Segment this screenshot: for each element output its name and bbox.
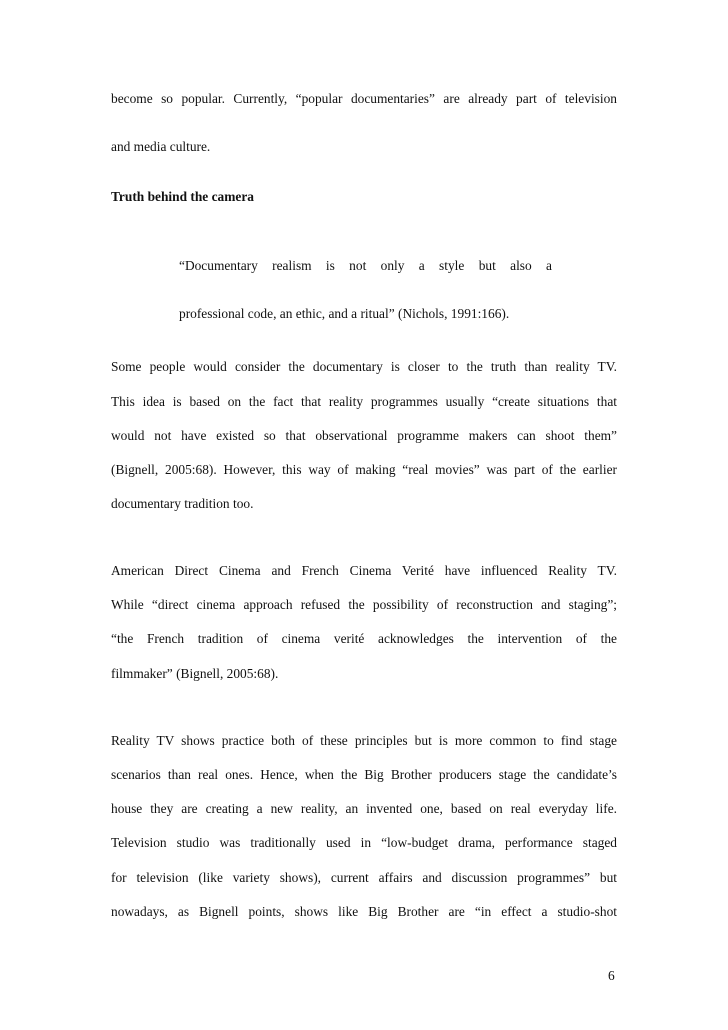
paragraph3-line-4: Television studio was traditionally used in “low-budget drama, performance staged [111, 835, 617, 850]
paragraph2-line-1: American Direct Cinema and French Cinema Verité have influenced Reality TV. [111, 563, 617, 578]
paragraph1-line-2: This idea is based on the fact that reality programmes usually “create situations that [111, 394, 617, 409]
paragraph2-line-3: “the French tradition of cinema verité acknowledges the intervention of the [111, 631, 617, 646]
paragraph1-line-5: documentary tradition too. [111, 496, 254, 511]
paragraph1-line-1: Some people would consider the documentary is closer to the truth than reality TV. [111, 359, 617, 374]
section-heading: Truth behind the camera [111, 189, 254, 204]
paragraph2-line-4: filmmaker” (Bignell, 2005:68). [111, 666, 279, 681]
paragraph3-line-6: nowadays, as Bignell points, shows like Big Brother are “in effect a studio-shot [111, 904, 617, 919]
quote-line-1: “Documentary realism is not only a style but also a [179, 258, 552, 273]
paragraph3-line-1: Reality TV shows practice both of these principles but is more common to find stage [111, 733, 617, 748]
paragraph2-line-2: While “direct cinema approach refused the possibility of reconstruction and staging”; [111, 597, 617, 612]
page-number: 6 [608, 968, 615, 983]
paragraph3-line-3: house they are creating a new reality, an invented one, based on real everyday life. [111, 801, 617, 816]
paragraph1-line-3: would not have existed so that observational programme makers can shoot them” [111, 428, 617, 443]
paragraph3-line-2: scenarios than real ones. Hence, when the Big Brother producers stage the candidate’s [111, 767, 617, 782]
paragraph1-line-4: (Bignell, 2005:68). However, this way of making “real movies” was part of the earlier [111, 462, 617, 477]
intro-line-1: become so popular. Currently, “popular documentaries” are already part of television [111, 91, 617, 106]
intro-line-2: and media culture. [111, 139, 211, 154]
paragraph3-line-5: for television (like variety shows), current affairs and discussion programmes” but [111, 870, 617, 885]
quote-line-2: professional code, an ethic, and a ritual” (Nichols, 1991:166). [179, 306, 510, 321]
